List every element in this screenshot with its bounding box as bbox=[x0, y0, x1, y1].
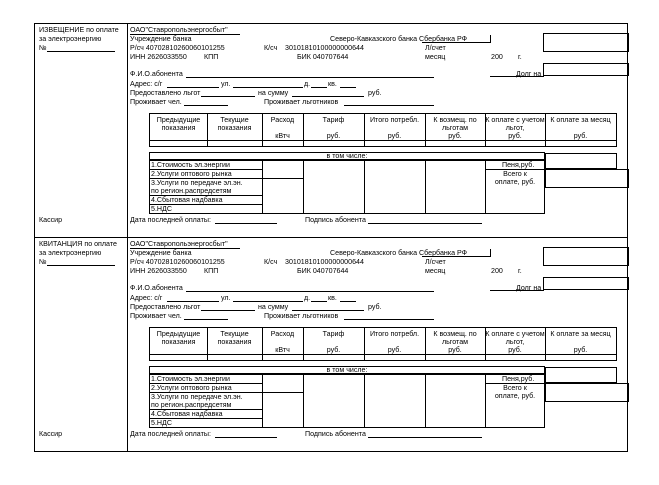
rub-label: руб. bbox=[368, 303, 382, 311]
table-header-cell: К оплате с учетом льгот, bbox=[485, 330, 545, 346]
penalty-label: Пеня,руб. bbox=[502, 161, 535, 169]
apt-field[interactable] bbox=[340, 87, 356, 88]
fio-field[interactable] bbox=[186, 291, 434, 292]
debt-box[interactable] bbox=[543, 277, 629, 290]
residents-label: Проживает чел. bbox=[130, 98, 182, 106]
account-box[interactable] bbox=[543, 33, 629, 52]
bik: БИК 040707644 bbox=[297, 267, 349, 275]
number-label: № bbox=[39, 44, 47, 52]
debt-label: Долг на bbox=[516, 284, 542, 292]
section-subtitle: за электроэнергию bbox=[39, 35, 102, 43]
table-unit-cell: руб. bbox=[326, 346, 341, 354]
address-label: Адрес: с/г bbox=[130, 80, 163, 88]
street-label: ул. bbox=[221, 80, 231, 88]
service-item: 1.Стоимость эл.энергии bbox=[151, 161, 230, 169]
residents-field[interactable] bbox=[184, 319, 228, 320]
services-column-divider bbox=[262, 160, 263, 214]
last-payment-label: Дата последней оплаты: bbox=[130, 430, 211, 438]
reading-value-cell[interactable] bbox=[545, 141, 616, 147]
reading-value-cell[interactable] bbox=[485, 355, 545, 361]
including-label: в том числе: bbox=[326, 152, 368, 160]
table-header-cell: Текущие показания bbox=[217, 116, 252, 132]
table-header-cell: Текущие показания bbox=[217, 330, 252, 346]
service-item: 5.НДС bbox=[151, 205, 172, 213]
table-header-cell: Тариф bbox=[322, 330, 345, 338]
total-label-line2: оплате, руб. bbox=[494, 178, 536, 186]
table-unit-cell: кВтч bbox=[275, 346, 290, 354]
beneficiaries-label: Проживает льготников bbox=[264, 98, 339, 106]
debt-underline bbox=[490, 290, 544, 291]
penalty-box[interactable] bbox=[545, 367, 617, 383]
cashier-label: Кассир bbox=[39, 430, 63, 438]
month-label: месяц bbox=[425, 267, 446, 275]
bank-name: Северо-Кавказского банка Сбербанка РФ bbox=[330, 249, 468, 257]
year-value: 200 bbox=[491, 53, 503, 61]
table-unit-cell: руб. bbox=[573, 346, 588, 354]
including-label: в том числе: bbox=[326, 366, 368, 374]
table-header-cell: Итого потребл. bbox=[369, 330, 420, 338]
table-unit-cell: кВтч bbox=[275, 132, 290, 140]
debt-underline bbox=[490, 76, 544, 77]
village-field[interactable] bbox=[167, 301, 219, 302]
year-value: 200 bbox=[491, 267, 503, 275]
organization-name: ОАО"Ставропольэнергосбыт" bbox=[130, 26, 228, 34]
bank-bracket bbox=[490, 35, 491, 43]
service-item: 5.НДС bbox=[151, 419, 172, 427]
signature-label: Подпись абонента bbox=[305, 430, 366, 438]
kpp-label: КПП bbox=[204, 267, 219, 275]
total-label-line2: оплате, руб. bbox=[494, 392, 536, 400]
reading-value-cell[interactable] bbox=[364, 355, 425, 361]
services-column-divider bbox=[303, 374, 304, 428]
account-label: Л/счет bbox=[425, 44, 446, 52]
section-title: КВИТАНЦИЯ по оплате bbox=[39, 240, 117, 248]
kvitantsiya-section bbox=[0, 214, 659, 451]
total-label-line1: Всего к bbox=[503, 384, 527, 392]
table-unit-cell: руб. bbox=[326, 132, 341, 140]
total-box[interactable] bbox=[545, 169, 629, 188]
institution-label: Учреждение банка bbox=[130, 249, 192, 257]
table-unit-cell: руб. bbox=[508, 346, 522, 354]
number-field[interactable] bbox=[47, 51, 115, 52]
house-label: д. bbox=[304, 80, 311, 88]
corr-account-label: К/сч bbox=[264, 258, 278, 266]
last-payment-field[interactable] bbox=[215, 437, 277, 438]
sum-field[interactable] bbox=[292, 310, 364, 311]
service-item: 2.Услуги оптового рынка bbox=[151, 169, 232, 178]
section-subtitle: за электроэнергию bbox=[39, 249, 102, 257]
corr-account-label: К/сч bbox=[264, 44, 278, 52]
table-unit-cell: руб. bbox=[508, 132, 522, 140]
debt-label: Долг на bbox=[516, 70, 542, 78]
reading-value-cell[interactable] bbox=[207, 355, 262, 361]
benefits-label: Предоставлено льгот bbox=[130, 303, 201, 311]
benefits-label: Предоставлено льгот bbox=[130, 89, 201, 97]
corr-account-value: 30101810100000000644 bbox=[285, 258, 364, 266]
section-title: ИЗВЕЩЕНИЕ по оплате bbox=[39, 26, 119, 34]
service-item: 4.Сбытовая надбавка bbox=[151, 196, 223, 205]
bik: БИК 040707644 bbox=[297, 53, 349, 61]
reading-value-cell[interactable] bbox=[425, 355, 485, 361]
organization-name: ОАО"Ставропольэнергосбыт" bbox=[130, 240, 228, 248]
house-label: д. bbox=[304, 294, 311, 302]
number-label: № bbox=[39, 258, 47, 266]
debt-box[interactable] bbox=[543, 63, 629, 76]
table-header-cell: К оплате за месяц bbox=[550, 116, 611, 124]
service-item: 3.Услуги по передаче эл.эн. bbox=[151, 392, 243, 401]
benefits-field[interactable] bbox=[201, 310, 255, 311]
table-header-cell: Итого потребл. bbox=[369, 116, 420, 124]
penalty-label: Пеня,руб. bbox=[502, 375, 535, 383]
benefits-field[interactable] bbox=[201, 96, 255, 97]
inn: ИНН 2626033550 bbox=[130, 267, 187, 275]
reading-value-cell[interactable] bbox=[485, 141, 545, 147]
service-item: по регион.распредсетям bbox=[151, 187, 232, 196]
table-header-cell: К возмещ. по льготам bbox=[433, 116, 477, 132]
services-column-divider bbox=[364, 160, 365, 214]
reading-value-cell[interactable] bbox=[303, 355, 364, 361]
account-label: Л/счет bbox=[425, 258, 446, 266]
reading-value-cell[interactable] bbox=[262, 141, 303, 147]
sum-field[interactable] bbox=[292, 96, 364, 97]
corr-account-value: 30101810100000000644 bbox=[285, 44, 364, 52]
beneficiaries-field[interactable] bbox=[344, 105, 434, 106]
service-item: 1.Стоимость эл.энергии bbox=[151, 375, 230, 383]
house-field[interactable] bbox=[311, 87, 327, 88]
service-item: по регион.распредсетям bbox=[151, 401, 232, 410]
apt-label: кв. bbox=[328, 294, 337, 302]
services-row-divider bbox=[262, 392, 303, 393]
kpp-label: КПП bbox=[204, 53, 219, 61]
table-header-cell: К оплате с учетом льгот, bbox=[485, 116, 545, 132]
reading-value-cell[interactable] bbox=[262, 355, 303, 361]
reading-value-cell[interactable] bbox=[364, 141, 425, 147]
year-suffix: г. bbox=[518, 53, 522, 61]
reading-value-cell[interactable] bbox=[545, 355, 616, 361]
signature-label: Подпись абонента bbox=[305, 216, 366, 224]
street-label: ул. bbox=[221, 294, 231, 302]
table-unit-cell: руб. bbox=[573, 132, 588, 140]
bank-name: Северо-Кавказского банка Сбербанка РФ bbox=[330, 35, 468, 43]
reading-value-cell[interactable] bbox=[150, 141, 207, 147]
signature-field[interactable] bbox=[368, 437, 482, 438]
total-box[interactable] bbox=[545, 383, 629, 402]
reading-value-cell[interactable] bbox=[150, 355, 207, 361]
table-unit-cell: руб. bbox=[448, 346, 462, 354]
penalty-box[interactable] bbox=[545, 153, 617, 169]
street-field[interactable] bbox=[233, 301, 303, 302]
table-header-cell: К возмещ. по льготам bbox=[433, 330, 477, 346]
fio-field[interactable] bbox=[186, 77, 434, 78]
street-field[interactable] bbox=[233, 87, 303, 88]
izveshchenie-section bbox=[0, 0, 659, 237]
beneficiaries-label: Проживает льготников bbox=[264, 312, 339, 320]
fio-label: Ф.И.О.абонента bbox=[130, 70, 183, 78]
apt-label: кв. bbox=[328, 80, 337, 88]
table-unit-cell: руб. bbox=[387, 132, 402, 140]
table-header-cell: Расход bbox=[270, 330, 295, 338]
service-item: 2.Услуги оптового рынка bbox=[151, 383, 232, 392]
reading-value-cell[interactable] bbox=[207, 141, 262, 147]
institution-label: Учреждение банка bbox=[130, 35, 192, 43]
table-unit-cell: руб. bbox=[387, 346, 402, 354]
inn: ИНН 2626033550 bbox=[130, 53, 187, 61]
settlement-account: Р/сч 40702810260060101255 bbox=[130, 258, 225, 266]
month-label: месяц bbox=[425, 53, 446, 61]
services-row-divider bbox=[262, 178, 303, 179]
beneficiaries-field[interactable] bbox=[344, 319, 434, 320]
service-item: 4.Сбытовая надбавка bbox=[151, 410, 223, 419]
sum-label: на сумму bbox=[258, 89, 289, 97]
services-column-divider bbox=[425, 160, 426, 214]
house-field[interactable] bbox=[311, 301, 327, 302]
residents-label: Проживает чел. bbox=[130, 312, 182, 320]
residents-field[interactable] bbox=[184, 105, 228, 106]
table-header-cell: Предыдущие показания bbox=[156, 330, 201, 346]
year-suffix: г. bbox=[518, 267, 522, 275]
service-item: 3.Услуги по передаче эл.эн. bbox=[151, 178, 243, 187]
address-label: Адрес: с/г bbox=[130, 294, 163, 302]
table-header-cell: Тариф bbox=[322, 116, 345, 124]
settlement-account: Р/сч 40702810260060101255 bbox=[130, 44, 225, 52]
village-field[interactable] bbox=[167, 87, 219, 88]
account-box[interactable] bbox=[543, 247, 629, 266]
last-payment-label: Дата последней оплаты: bbox=[130, 216, 211, 224]
fio-label: Ф.И.О.абонента bbox=[130, 284, 183, 292]
services-column-divider bbox=[303, 160, 304, 214]
reading-value-cell[interactable] bbox=[303, 141, 364, 147]
table-header-cell: К оплате за месяц bbox=[550, 330, 611, 338]
bank-underline bbox=[422, 42, 490, 43]
sum-label: на сумму bbox=[258, 303, 289, 311]
bank-bracket bbox=[490, 249, 491, 257]
bank-underline bbox=[422, 256, 490, 257]
apt-field[interactable] bbox=[340, 301, 356, 302]
services-column-divider bbox=[364, 374, 365, 428]
table-unit-cell: руб. bbox=[448, 132, 462, 140]
table-header-cell: Расход bbox=[270, 116, 295, 124]
total-label-line1: Всего к bbox=[503, 170, 527, 178]
rub-label: руб. bbox=[368, 89, 382, 97]
reading-value-cell[interactable] bbox=[425, 141, 485, 147]
cashier-label: Кассир bbox=[39, 216, 63, 224]
services-column-divider bbox=[425, 374, 426, 428]
table-header-cell: Предыдущие показания bbox=[156, 116, 201, 132]
number-field[interactable] bbox=[47, 265, 115, 266]
services-column-divider bbox=[262, 374, 263, 428]
